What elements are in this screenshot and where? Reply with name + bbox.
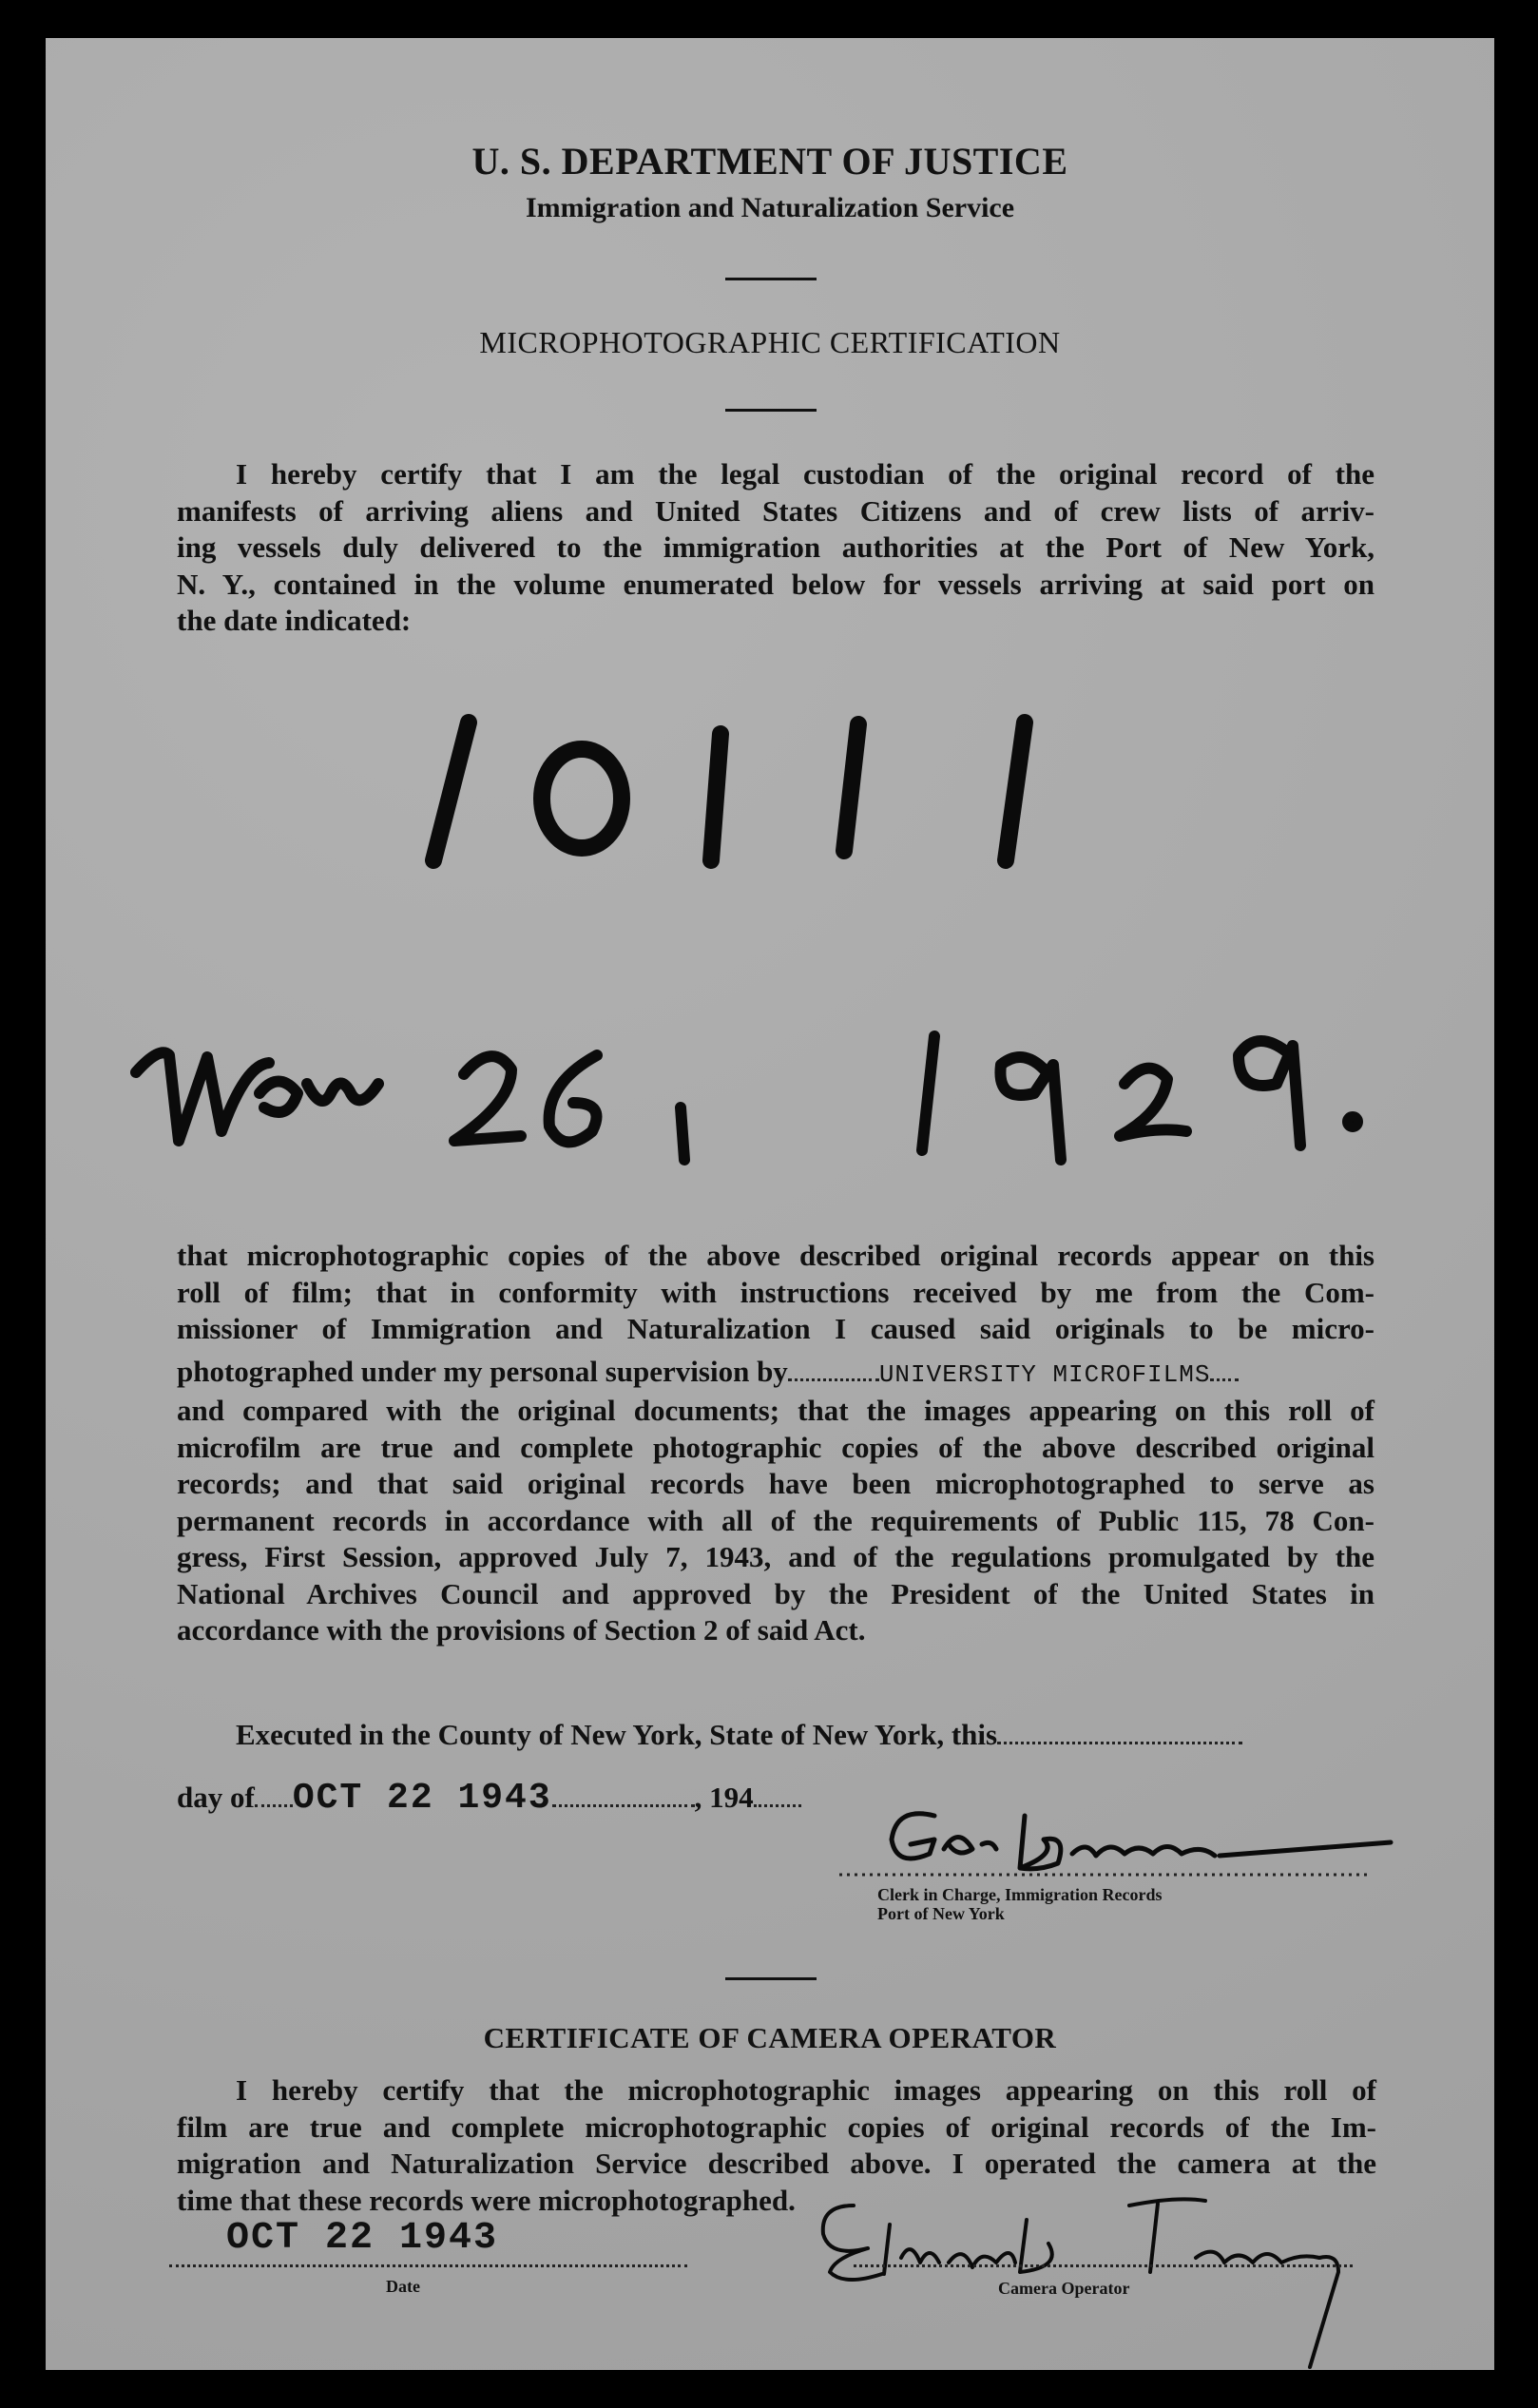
intro-line: manifests of arriving aliens and United States Citizens and of crew lists of arriv- <box>177 493 1375 528</box>
fill-dots <box>552 1804 695 1807</box>
executed-line <box>236 1717 1376 1754</box>
fill-dots <box>1210 1378 1239 1381</box>
body-line: and compared with the original documents; that the images appearing on this roll of <box>177 1394 1375 1427</box>
body-line: roll of film; that in conformity with instructions received by me from the Com- <box>177 1275 1375 1309</box>
body-line: that microphotographic copies of the above described original records appear on this <box>177 1239 1375 1272</box>
body-line: permanent records in accordance with all of the requirements of Public 115, 78 Con- <box>177 1503 1375 1537</box>
body-line: microfilm are true and complete photographic copies of the above described original <box>177 1430 1375 1464</box>
clerk-signature <box>839 1787 1410 1892</box>
intro-line: N. Y., contained in the volume enumerated below for vessels arriving at said port on <box>177 567 1375 601</box>
body-line: gress, First Session, approved July 7, 1943, and of the regulations promulgated by the <box>177 1540 1375 1573</box>
camera-line: film are true and complete microphotographic copies of original records of the Im- <box>177 2109 1376 2144</box>
year-suffix: , 194 <box>694 1781 754 1814</box>
intro-line: ing vessels duly delivered to the immigration authorities at the Port of New York, <box>177 530 1375 564</box>
camera-line: migration and Naturalization Service described above. I operated the camera at the <box>177 2147 1376 2180</box>
fill-dots <box>754 1804 801 1807</box>
camera-date-stamp: OCT 22 1943 <box>226 2217 499 2260</box>
fill-dots <box>997 1742 1242 1744</box>
intro-line: I hereby certify that I am the legal custodian of the original record of the <box>236 457 1375 491</box>
date-dotted-line <box>169 2264 687 2267</box>
divider <box>725 1977 817 1980</box>
camera-cert-title: CERTIFICATE OF CAMERA OPERATOR <box>483 2021 1057 2054</box>
fill-dots <box>255 1804 293 1807</box>
service-heading: Immigration and Naturalization Service <box>525 192 1015 223</box>
body-paragraph <box>177 1238 1375 1649</box>
date-label: Date <box>386 2277 420 2296</box>
form-title: MICROPHOTOGRAPHIC CERTIFICATION <box>479 325 1061 359</box>
divider <box>725 409 817 412</box>
date-stamp: OCT 22 1943 <box>292 1778 552 1819</box>
operator-label: Camera Operator <box>998 2279 1130 2298</box>
operator-dotted-line <box>854 2264 1353 2267</box>
body-line: records; and that said original records have been microphotographed to serve as <box>177 1467 1375 1500</box>
certificate-sheet <box>46 38 1494 2370</box>
fill-dots <box>788 1378 879 1381</box>
camera-line: time that these records were microphotographed. <box>177 2183 796 2217</box>
handwritten-date <box>93 951 1424 1198</box>
body-line: National Archives Council and approved by the President of the United States in <box>177 1576 1375 1610</box>
operator-signature <box>778 2167 1386 2377</box>
intro-line: the date indicated: <box>177 604 412 637</box>
intro-paragraph <box>177 456 1375 640</box>
day-of-line <box>177 1780 937 1818</box>
day-of-label: day of <box>177 1781 255 1814</box>
clerk-title: Clerk in Charge, Immigration Records <box>877 1885 1163 1904</box>
body-line: accordance with the provisions of Section 2 of said Act. <box>177 1613 866 1647</box>
executed-text: Executed in the County of New York, State of New York, this <box>236 1718 998 1751</box>
body-line: missioner of Immigration and Naturalization I caused said originals to be micro- <box>177 1312 1375 1345</box>
department-heading: U. S. DEPARTMENT OF JUSTICE <box>471 140 1068 183</box>
camera-line: I hereby certify that the microphotographic images appearing on this roll of <box>236 2073 1376 2107</box>
typed-company: UNIVERSITY MICROFILMS <box>878 1359 1211 1389</box>
divider <box>725 278 817 280</box>
handwritten-volume-number <box>378 665 1158 884</box>
photographed-prefix: photographed under my personal supervision by <box>177 1354 788 1388</box>
photographed-line <box>177 1354 1375 1394</box>
clerk-place: Port of New York <box>877 1904 1005 1923</box>
